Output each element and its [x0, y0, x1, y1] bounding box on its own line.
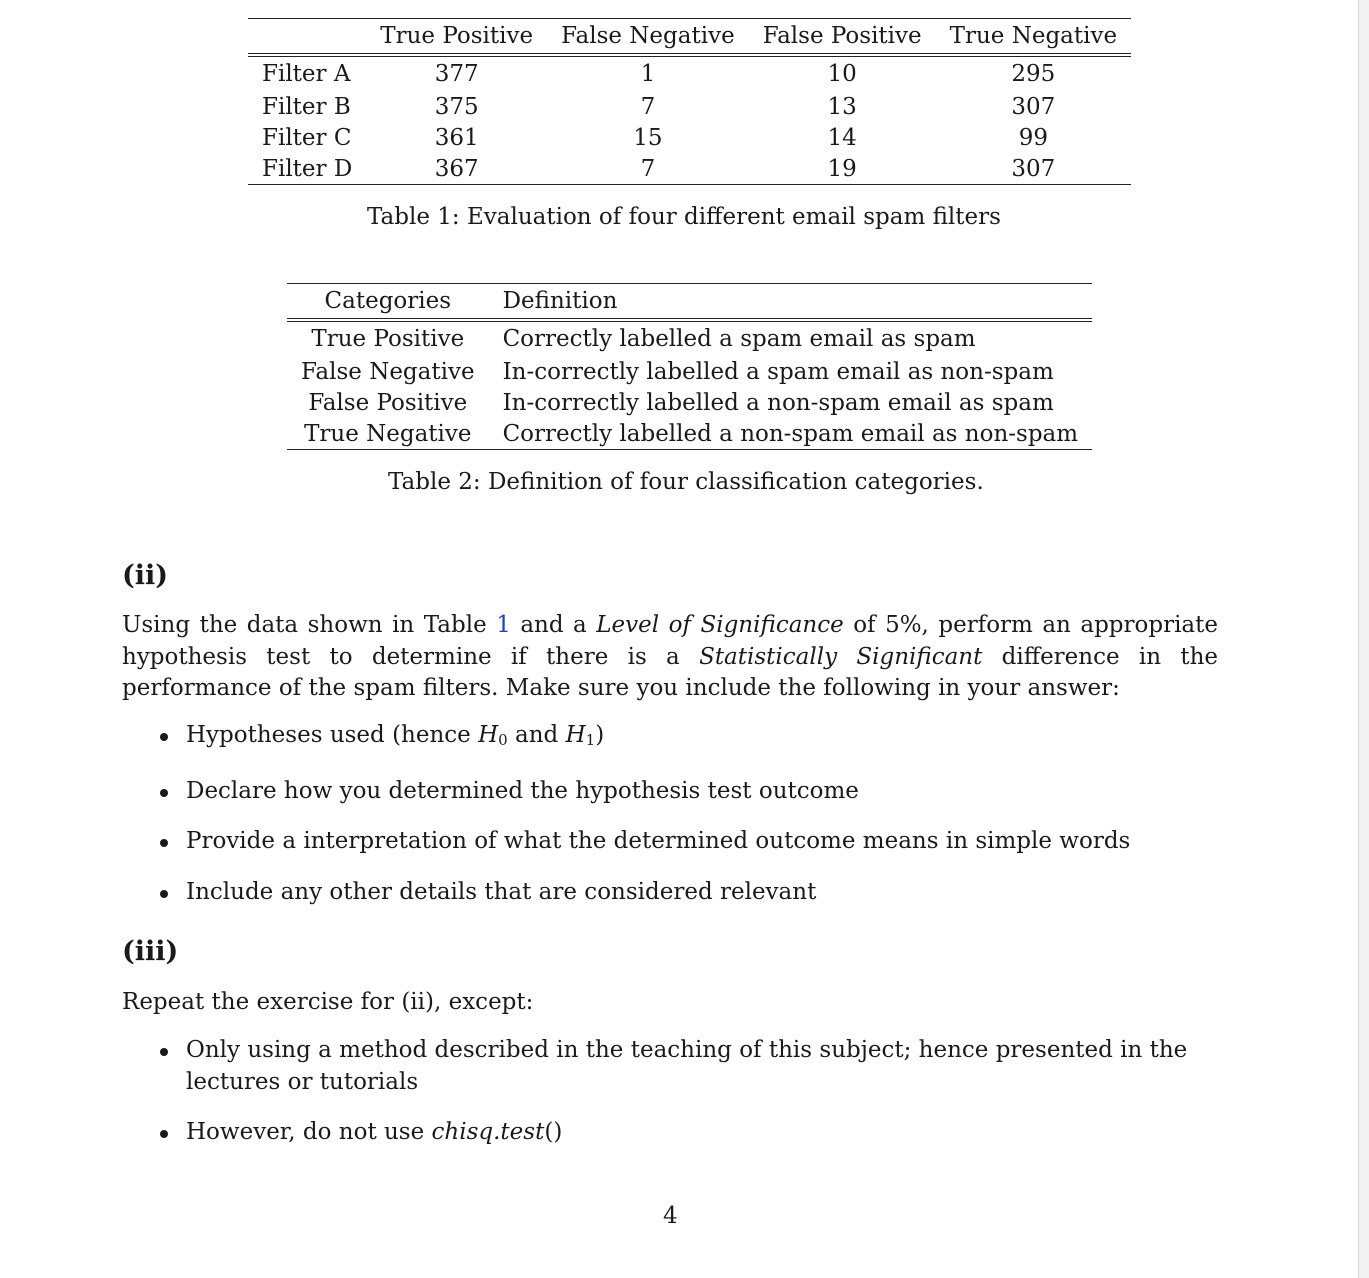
table-header-row [287, 284, 1092, 321]
list-item: Declare how you determined the hypothesis test outcome [160, 776, 1218, 808]
table-reference-link[interactable]: 1 [496, 612, 511, 638]
section-ii-bullet-list [160, 720, 1218, 927]
column-header: True Positive [380, 23, 534, 49]
text: difference in the performance of the spam filters. Make sure you include the following in your answer: [122, 643, 1218, 701]
row-label: Filter D [262, 155, 353, 182]
table-cell: Correctly labelled a non-spam email as non-spam [502, 420, 1079, 447]
table-cell: Correctly labelled a spam email as spam [489, 320, 1093, 356]
table-cell: False Negative [301, 358, 475, 385]
table-cell: 377 [366, 55, 547, 91]
table-cell: 19 [827, 155, 857, 182]
list-item: However, do not use chisq.test() [160, 1117, 1218, 1149]
column-header: Definition [502, 288, 618, 314]
bullet-icon [160, 733, 168, 741]
table-cell: 99 [1018, 124, 1048, 151]
table-cell: True Positive [287, 320, 489, 356]
column-header [248, 19, 366, 56]
list-item: Hypotheses used (hence $H_0$ and $H_1$) [160, 720, 1218, 757]
bullet-icon [160, 839, 168, 847]
table-cell: 307 [1011, 93, 1056, 120]
table-cell: 295 [936, 55, 1131, 91]
table-row [248, 122, 1131, 153]
text: of 5%, perform an appropriate hypothesis test to determine if there is a [122, 612, 1218, 670]
bullet-icon [160, 890, 168, 898]
scrollbar[interactable] [1358, 0, 1369, 1278]
table-cell: 14 [827, 124, 857, 151]
emphasis: Statistically Significant [699, 643, 983, 670]
table-row [287, 387, 1092, 418]
table-cell: 361 [434, 124, 479, 151]
list-item: Provide a interpretation of what the determined outcome means in simple words [160, 826, 1218, 858]
emphasis: Level of Significance [596, 612, 844, 638]
table-row [248, 55, 1131, 91]
list-item: Include any other details that are considered relevant [160, 877, 1218, 909]
table-cell: 375 [434, 93, 479, 120]
text: and a [510, 612, 597, 638]
spam-filter-evaluation-table [248, 18, 1131, 185]
table-cell: 367 [434, 155, 479, 182]
bullet-icon [160, 1048, 168, 1056]
row-label: Filter C [262, 124, 352, 151]
table-cell: In-correctly labelled a spam email as non-spam [502, 358, 1054, 385]
table-cell: False Positive [308, 389, 468, 416]
table-cell: True Negative [304, 420, 472, 447]
table-row [287, 320, 1092, 356]
table-cell: 13 [827, 93, 857, 120]
table-cell: 307 [1011, 155, 1056, 182]
table-cell: 1 [547, 55, 749, 91]
section-ii-heading: (ii) [122, 560, 169, 591]
column-header: True Negative [949, 23, 1118, 49]
text: Using the data shown in Table [122, 612, 497, 638]
table-1-caption: Table 1: Evaluation of four different email spam filters [367, 204, 1001, 230]
table-row [287, 418, 1092, 450]
category-definition-table [287, 283, 1092, 450]
column-header: False Negative [561, 23, 735, 49]
section-iii-heading: (iii) [122, 936, 179, 967]
table-cell: 7 [640, 93, 656, 120]
table-2-caption: Table 2: Definition of four classification categories. [388, 469, 984, 495]
section-ii-paragraph [122, 610, 1218, 705]
table-cell: 10 [749, 55, 936, 91]
table-row [248, 91, 1131, 122]
bullet-icon [160, 1130, 168, 1138]
table-row [287, 356, 1092, 387]
row-label: Filter A [248, 55, 366, 91]
page-number: 4 [663, 1203, 678, 1229]
table-cell: 15 [633, 124, 663, 151]
list-item: Only using a method described in the teaching of this subject; hence presented in the lectures or tutorials [160, 1035, 1218, 1098]
table-cell: 7 [640, 155, 656, 182]
column-header: Categories [324, 288, 452, 314]
table-header-row [248, 19, 1131, 56]
column-header: False Positive [762, 23, 922, 49]
table-row [248, 153, 1131, 185]
bullet-icon [160, 789, 168, 797]
section-iii-bullet-list [160, 1035, 1218, 1168]
row-label: Filter B [262, 93, 351, 120]
section-iii-paragraph: Repeat the exercise for (ii), except: [122, 989, 534, 1015]
table-cell: In-correctly labelled a non-spam email as spam [502, 389, 1054, 416]
